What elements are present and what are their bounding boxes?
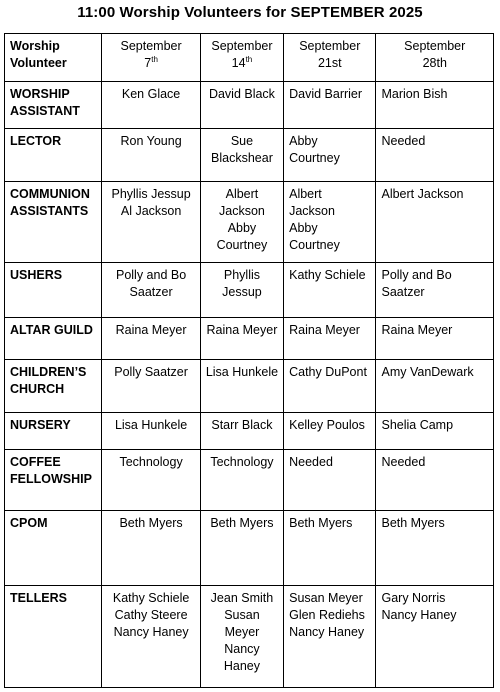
volunteer-name: Shelia Camp (381, 418, 454, 432)
volunteer-name: Marion Bish (381, 87, 448, 101)
volunteer-name: Jackson (289, 204, 335, 218)
volunteer-cell (284, 360, 376, 413)
volunteer-cell (102, 360, 200, 413)
volunteer-name: Susan Meyer (224, 608, 260, 639)
volunteer-cell (200, 511, 283, 586)
date-header-cell (284, 34, 376, 82)
role-cell (5, 450, 102, 511)
volunteer-cell (376, 511, 494, 586)
volunteer-name: Polly and Bo (115, 268, 187, 282)
volunteer-name: Courtney (289, 151, 340, 165)
volunteer-cell (200, 450, 283, 511)
role-cell (5, 318, 102, 360)
volunteer-name: Susan Meyer (289, 591, 363, 605)
volunteer-cell (102, 586, 200, 688)
volunteer-name: Saatzer (381, 285, 425, 299)
volunteer-name: David Barrier (289, 87, 363, 101)
role-label-line: LECTOR (10, 134, 62, 148)
volunteer-cell (102, 263, 200, 318)
role-cell (5, 586, 102, 688)
header-corner-cell (5, 34, 102, 82)
volunteer-name: Phyllis Jessup (222, 268, 262, 299)
volunteer-name: David Black (208, 87, 275, 101)
table-row (5, 182, 494, 263)
volunteer-name: Needed (381, 455, 426, 469)
date-header-day: 21st (317, 56, 342, 70)
date-header-month: September (120, 39, 182, 53)
role-label-line: COMMUNION (10, 187, 90, 201)
volunteer-name: Abby (289, 221, 318, 235)
volunteer-name: Albert (289, 187, 322, 201)
volunteer-name: Raina Meyer (115, 323, 187, 337)
header-corner-line: Volunteer (10, 56, 67, 70)
volunteer-name: Raina Meyer (206, 323, 278, 337)
table-row (5, 318, 494, 360)
volunteer-name: Kathy Schiele (112, 591, 190, 605)
volunteer-name: Beth Myers (119, 516, 183, 530)
date-header-suffix: th (151, 54, 158, 64)
volunteer-name: Nancy Haney (289, 625, 365, 639)
table-row (5, 450, 494, 511)
role-cell (5, 182, 102, 263)
volunteer-name: Nancy Haney (223, 642, 261, 673)
volunteer-name: Jackson (219, 204, 265, 218)
table-row (5, 511, 494, 586)
role-cell (5, 511, 102, 586)
volunteer-cell (284, 129, 376, 182)
volunteer-cell (284, 82, 376, 129)
volunteer-cell (376, 318, 494, 360)
role-cell (5, 360, 102, 413)
volunteer-cell (102, 318, 200, 360)
role-label-line: USHERS (10, 268, 63, 282)
volunteer-cell (376, 413, 494, 450)
volunteer-name: Technology (210, 455, 274, 469)
volunteer-cell (376, 129, 494, 182)
volunteer-name: Raina Meyer (381, 323, 453, 337)
date-header-suffix: th (245, 54, 253, 64)
volunteer-name: Raina Meyer (289, 323, 360, 337)
volunteer-name: Needed (381, 134, 426, 148)
volunteer-name: Cathy Steere (114, 608, 188, 622)
date-header-day: 7 (144, 56, 152, 70)
volunteer-cell (376, 586, 494, 688)
volunteer-cell (284, 511, 376, 586)
volunteer-cell (284, 263, 376, 318)
role-label-line: CHURCH (10, 382, 65, 396)
volunteer-cell (376, 82, 494, 129)
page-title: 11:00 Worship Volunteers for SEPTEMBER 2025 (77, 4, 423, 21)
role-label-line: NURSERY (10, 418, 71, 432)
volunteer-name: Glen Rediehs (289, 608, 365, 622)
table-row (5, 263, 494, 318)
date-header-cell (200, 34, 283, 82)
volunteer-name: Kathy Schiele (289, 268, 366, 282)
header-corner-line: Worship (10, 39, 60, 53)
volunteer-name: Saatzer (129, 285, 173, 299)
volunteer-cell (376, 263, 494, 318)
volunteer-cell (102, 182, 200, 263)
volunteer-name: Albert Jackson (381, 187, 464, 201)
volunteer-name: Blackshear (211, 151, 273, 165)
volunteer-cell (284, 413, 376, 450)
table-row (5, 413, 494, 450)
volunteer-name: Lisa Hunkele (114, 418, 188, 432)
volunteer-cell (284, 182, 376, 263)
date-header-day: 14 (231, 56, 246, 70)
volunteer-name: Beth Myers (289, 516, 353, 530)
volunteer-cell (200, 586, 283, 688)
volunteer-cell (200, 129, 283, 182)
role-cell (5, 129, 102, 182)
volunteer-name: Beth Myers (381, 516, 445, 530)
volunteer-name: Courtney (216, 238, 268, 252)
volunteer-name: Ken Glace (121, 87, 181, 101)
date-header-month: September (211, 39, 273, 53)
role-cell (5, 263, 102, 318)
date-header-month: September (404, 39, 466, 53)
volunteer-name: Needed (289, 455, 333, 469)
volunteer-name: Gary Norris (381, 591, 446, 605)
role-label-line: ALTAR GUILD (10, 323, 93, 337)
volunteer-cell (376, 450, 494, 511)
table-row (5, 360, 494, 413)
volunteer-cell (200, 263, 283, 318)
volunteer-schedule-table (4, 33, 494, 688)
volunteer-name: Abby (227, 221, 257, 235)
volunteer-cell (200, 318, 283, 360)
volunteer-name: Amy VanDewark (381, 365, 474, 379)
volunteer-name: Abby (289, 134, 318, 148)
volunteer-name: Courtney (289, 238, 340, 252)
volunteer-name: Sue (230, 134, 254, 148)
date-header-month: September (299, 39, 361, 53)
volunteer-cell (200, 413, 283, 450)
volunteer-name: Beth Myers (210, 516, 274, 530)
role-cell (5, 82, 102, 129)
volunteer-cell (200, 182, 283, 263)
volunteer-cell (102, 450, 200, 511)
header-row (5, 34, 494, 82)
role-label-line: ASSISTANT (10, 104, 80, 118)
volunteer-name: Kelley Poulos (289, 418, 365, 432)
role-label-line: COFFEE (10, 455, 61, 469)
volunteer-name: Cathy DuPont (289, 365, 367, 379)
volunteer-name: Nancy Haney (113, 625, 189, 639)
volunteer-cell (284, 450, 376, 511)
volunteer-name: Polly Saatzer (114, 365, 188, 379)
role-label-line: TELLERS (10, 591, 67, 605)
volunteer-cell (102, 511, 200, 586)
volunteer-name: Technology (119, 455, 183, 469)
volunteer-cell (284, 318, 376, 360)
table-row (5, 82, 494, 129)
volunteer-cell (102, 82, 200, 129)
volunteer-cell (284, 586, 376, 688)
volunteer-name: Al Jackson (120, 204, 182, 218)
volunteer-cell (102, 129, 200, 182)
volunteer-name: Ron Young (120, 134, 182, 148)
role-cell (5, 413, 102, 450)
volunteer-cell (200, 82, 283, 129)
volunteer-name: Nancy Haney (381, 608, 457, 622)
role-label-line: CPOM (10, 516, 48, 530)
volunteer-cell (102, 413, 200, 450)
date-header-cell (376, 34, 494, 82)
role-label-line: CHILDREN’S (10, 365, 87, 379)
volunteer-name: Phyllis Jessup (111, 187, 191, 201)
role-label-line: WORSHIP (10, 87, 70, 101)
volunteer-cell (376, 182, 494, 263)
volunteer-cell (376, 360, 494, 413)
volunteer-name: Starr Black (211, 418, 273, 432)
volunteer-name: Polly and Bo (381, 268, 452, 282)
volunteer-name: Lisa Hunkele (205, 365, 279, 379)
table-row (5, 586, 494, 688)
role-label-line: FELLOWSHIP (10, 472, 92, 486)
date-header-day: 28th (422, 56, 447, 70)
volunteer-name: Jean Smith (210, 591, 274, 605)
table-row (5, 129, 494, 182)
volunteer-name: Albert (225, 187, 259, 201)
date-header-cell (102, 34, 200, 82)
role-label-line: ASSISTANTS (10, 204, 89, 218)
volunteer-cell (200, 360, 283, 413)
